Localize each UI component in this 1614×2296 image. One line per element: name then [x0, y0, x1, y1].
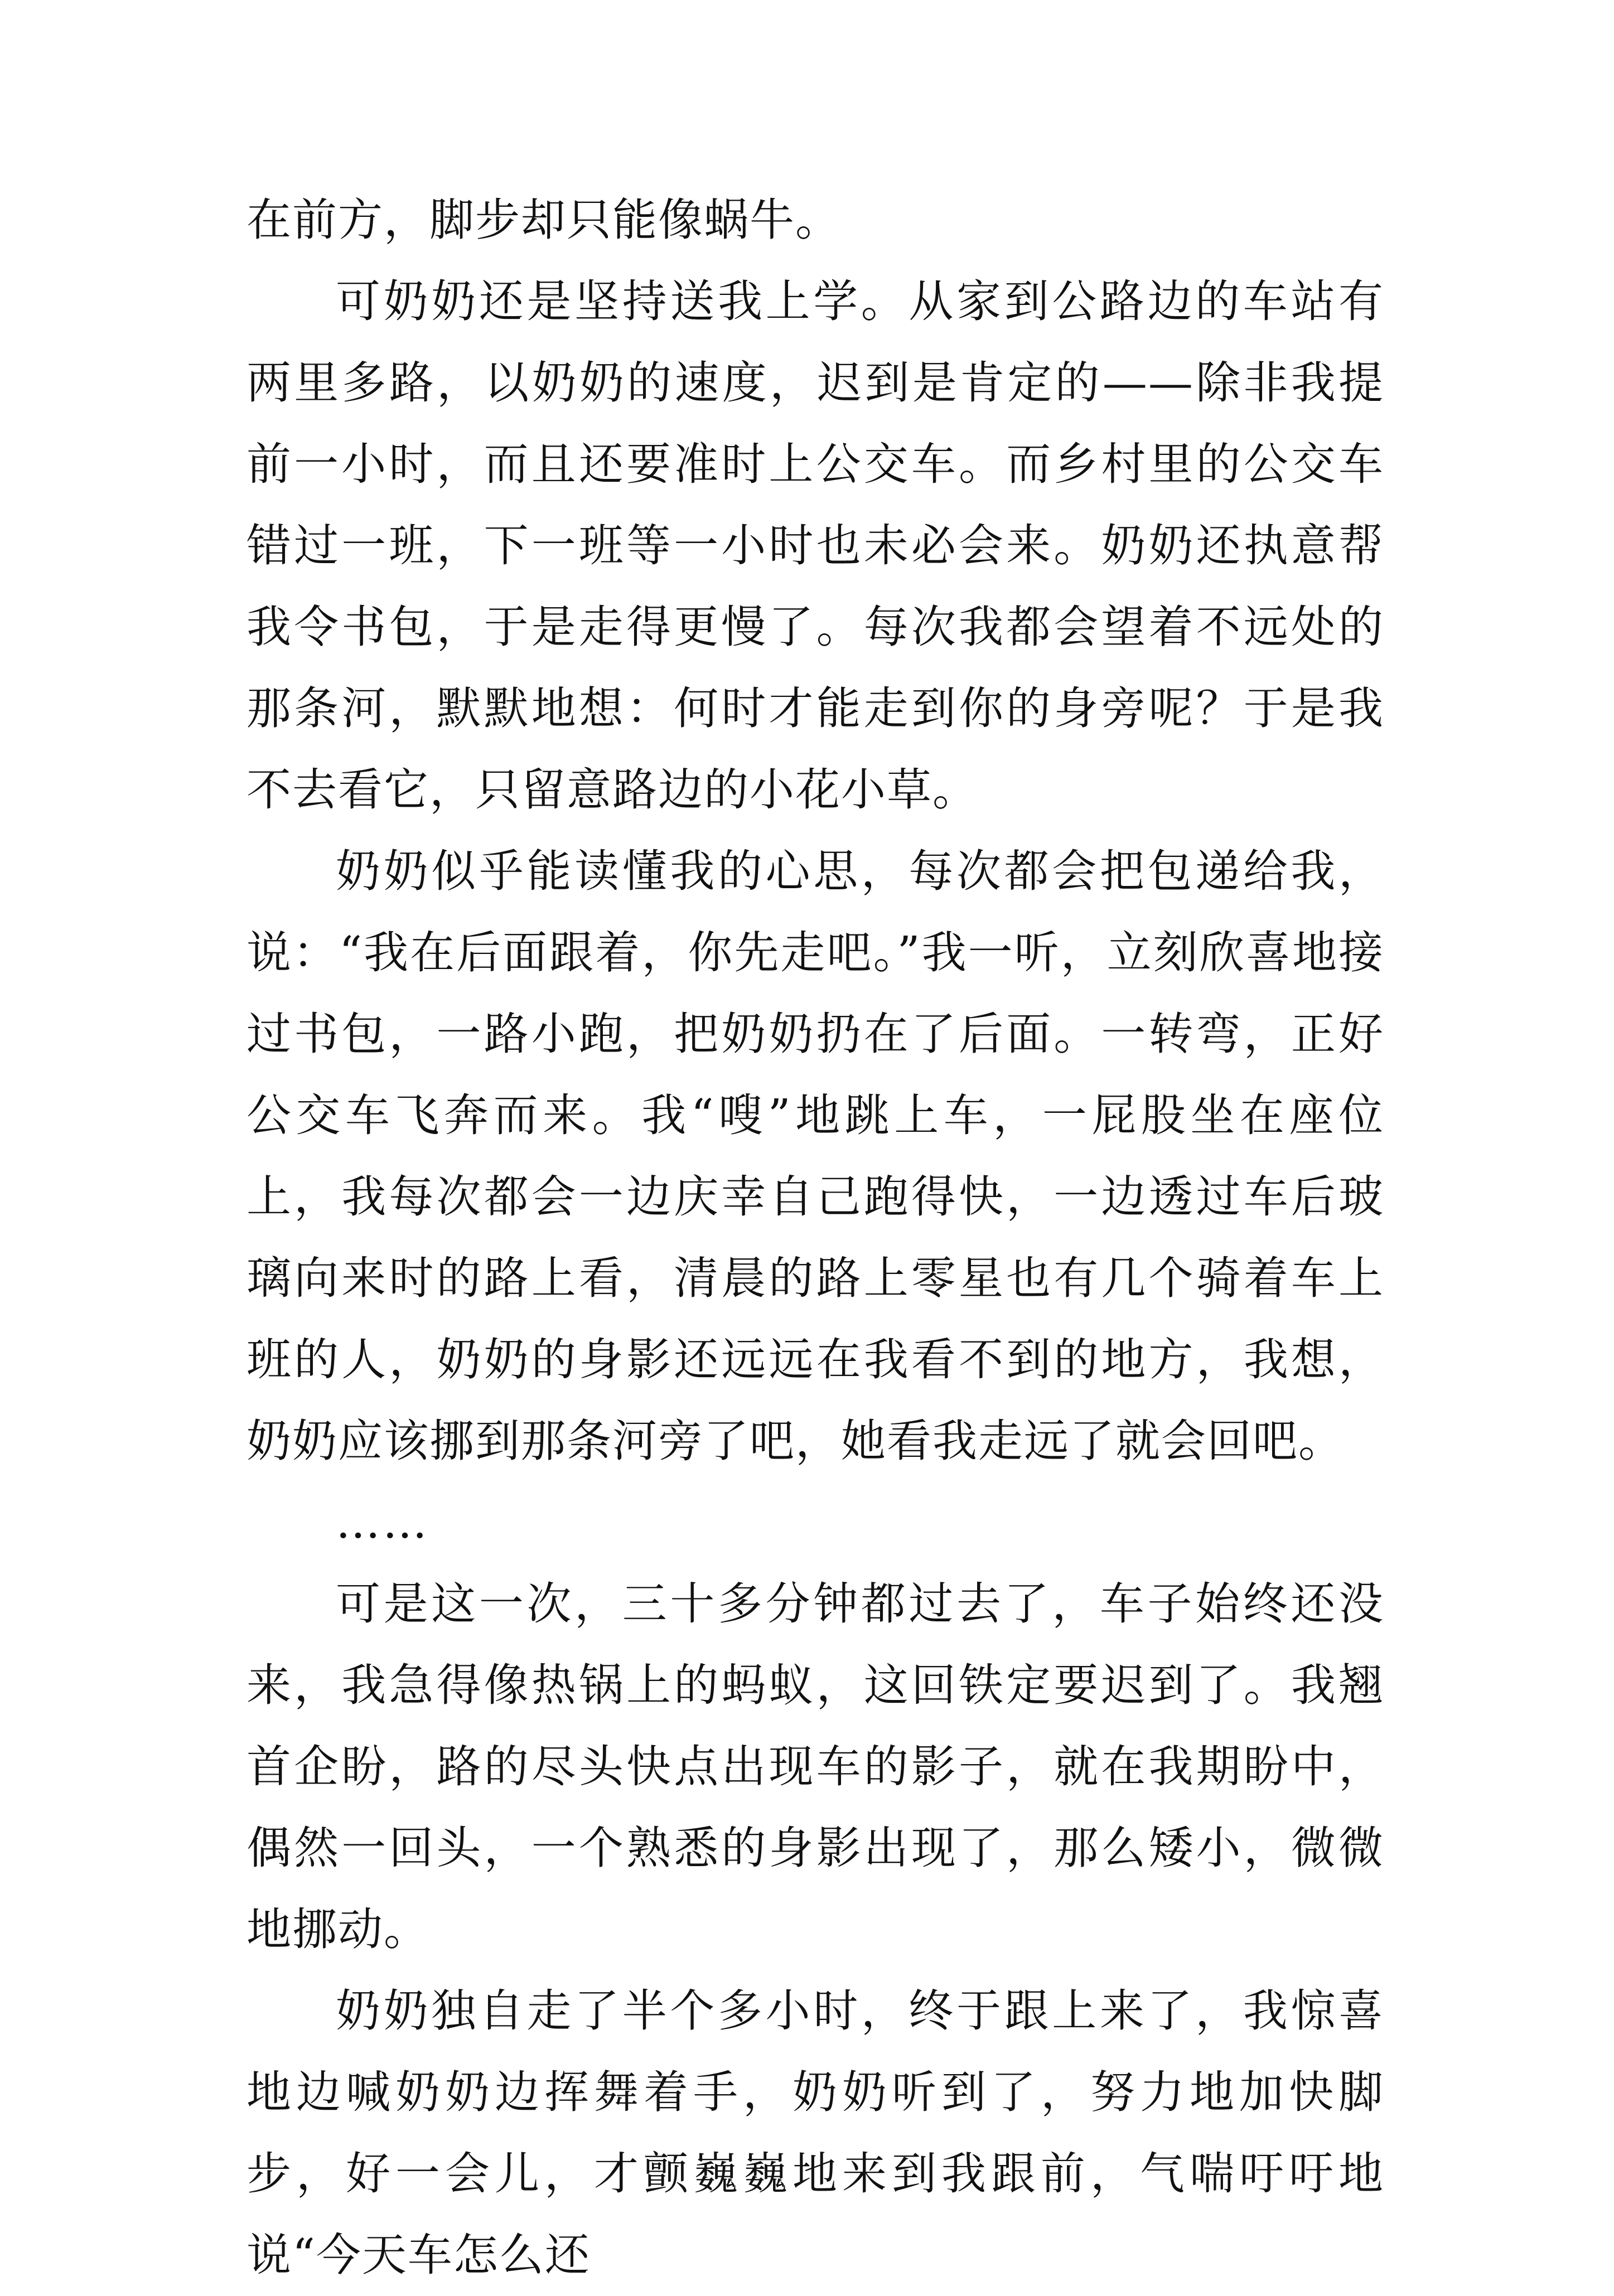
paragraph-1: 在前方，脚步却只能像蜗牛。: [247, 194, 841, 246]
paragraph-3: 奶奶似乎能读懂我的心思，每次都会把包递给我，说：“我在后面跟着，你先走吧。”我一听，立刻欣喜地接过书包，一路小跑，把奶奶扔在了后面。一转弯，正好公交车飞奔而来。我“嗖”地跳上车，一屁股坐在座位上，我每次都会一边庆幸自己跑得快，一边透过车后玻璃向来时的路上看，清晨的路上零星也有几个骑着车上班的人，奶奶的身影还远远在我看不到的地方，我想，奶奶应该挪到那条河旁了吧，她看我走远了就会回吧。: [247, 845, 1384, 1467]
body-text: [247, 180, 1384, 2296]
paragraph-5: 奶奶独自走了半个多小时，终于跟上来了，我惊喜地边喊奶奶边挥舞着手，奶奶听到了，努力地加快脚步，好一会儿，才颤巍巍地来到我跟前，气喘吁吁地说“今天车怎么还: [247, 1985, 1384, 2281]
paragraph-4: 可是这一次，三十多分钟都过去了，车子始终还没来，我急得像热锅上的蚂蚁，这回铁定要迟到了。我翘首企盼，路的尽头快点出现车的影子，就在我期盼中，偶然一回头，一个熟悉的身影出现了，那么矮小，微微地挪动。: [247, 1578, 1384, 1955]
paragraph-2: 可奶奶还是坚持送我上学。从家到公路边的车站有两里多路，以奶奶的速度，迟到是肯定的——除非我提前一小时，而且还要准时上公交车。而乡村里的公交车错过一班，下一班等一小时也未必会来。奶奶还执意帮我令书包，于是走得更慢了。每次我都会望着不远处的那条河，默默地想：何时才能走到你的身旁呢？于是我不去看它，只留意路边的小花小草。: [247, 275, 1384, 816]
ellipsis-line: ……: [336, 1496, 429, 1548]
